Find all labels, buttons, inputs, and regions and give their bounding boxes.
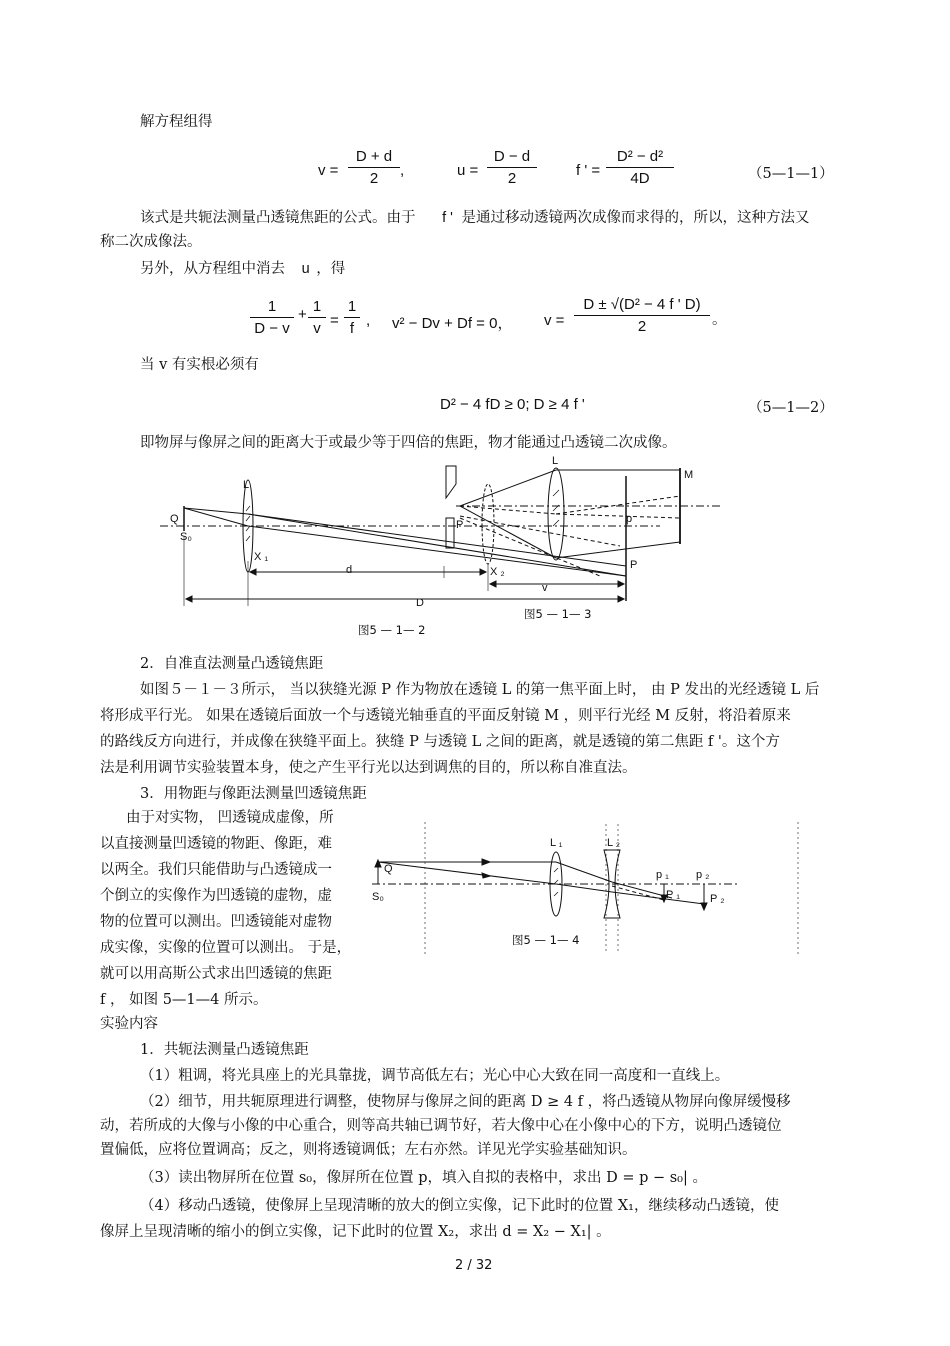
label-d: d (346, 564, 353, 576)
section-2-line-3: 的路线反方向进行，并成像在狭缝平面上。狭缝 P 与透镜 L 之间的距离，就是透镜的第二焦距 f '。这个方 (100, 734, 780, 750)
comma-1: , (366, 312, 371, 329)
label-Q-fig4: Q (384, 863, 393, 875)
u-denominator: 2 (507, 170, 517, 187)
ray-4 (248, 526, 626, 576)
label-P-bottom: P (630, 559, 638, 571)
ray-3 (248, 514, 626, 576)
frac-1-numerator: 1 (250, 298, 294, 318)
section-2-line-4: 法是利用调节实验装置本身，使之产生平行光以达到调焦的目的，所以称自准直法。 (100, 760, 637, 776)
section-3-title: 3．用物距与像距法测量凹透镜焦距 (140, 786, 367, 802)
label-p1: p ₁ (656, 869, 669, 881)
caption-fig-5-1-4: 图5 — 1— 4 (512, 933, 580, 947)
f-numerator: D² − d² (606, 148, 674, 168)
section-3-line-4: 个倒立的实像作为凹透镜的虚物，虚 (100, 888, 332, 904)
label-P-mid: P (456, 519, 464, 531)
paragraph-1-cont: 称二次成像法。 (100, 234, 202, 250)
para2-u: u (301, 261, 310, 277)
step-4-line-2: 像屏上呈现清晰的缩小的倒立实像，记下此时的位置 X₂，求出 d = X₂ − X₁| 。 (100, 1224, 611, 1240)
parallel-ray-bottom (556, 542, 680, 558)
step-2-line-1: （2）细节，用共轭原理进行调整，使物屏与像屏之间的距离 D ≥ 4 f ，将凸透镜从物屏向像屏缓慢移 (140, 1094, 791, 1110)
f-denominator: 4D (630, 170, 650, 187)
label-L1: L ₁ (550, 837, 563, 849)
figure-5-1-4 (370, 820, 800, 955)
equation-number-2: （5—1—2） (748, 400, 834, 416)
label-P2: P ₂ (710, 893, 725, 905)
step-2-line-2: 动，若所成的大像与小像的中心重合，则等高共轴已调节好，若大像中心在小像中心的下方，说明凸透镜位 (100, 1118, 782, 1134)
experiment-title: 实验内容 (100, 1016, 158, 1032)
paragraph-4: 即物屏与像屏之间的距离大于或最少等于四倍的焦距，物才能通过凸透镜二次成像。 (140, 435, 677, 451)
paragraph-3: 当 v 有实根必须有 (140, 357, 259, 373)
label-M: M (684, 469, 694, 481)
u-lhs: u = (457, 162, 479, 179)
step-1: （1）粗调，将光具座上的光具靠拢，调节高低左右；光心中心大致在同一高度和一直线上。 (140, 1068, 730, 1084)
slit-bottom (446, 518, 454, 548)
equation-number: （5—1—1） (748, 166, 834, 182)
frac-3-numerator: 1 (344, 298, 360, 318)
label-S0-fig4: S₀ (372, 891, 384, 903)
label-L-fig3: L (552, 456, 559, 467)
section-3-line-2: 以直接测量凹透镜的物距、像距，难 (100, 836, 332, 852)
equals-sign: = (330, 312, 339, 329)
root-fraction (574, 296, 710, 335)
frac-2-numerator: 1 (308, 298, 326, 318)
step-3: （3）读出物屏所在位置 s₀，像屏所在位置 p，填入自拟的表格中，求出 D = p − s₀| 。 (140, 1170, 707, 1186)
section-3-line-7: 就可以用高斯公式求出凹透镜的焦距 (100, 966, 332, 982)
label-L: L (243, 479, 250, 491)
label-X1: X ₁ (254, 551, 269, 563)
v-denominator: 2 (369, 170, 379, 187)
label-D: D (416, 597, 424, 609)
para1-text-b: 是通过移动透镜两次成像而求得的，所以，这种方法又 (461, 210, 810, 226)
quadratic-equation: v² − Dv + Df = 0， (392, 315, 513, 332)
para1-fprime: f ' (442, 210, 453, 226)
root-numerator: D ± √(D² − 4 f ' D) (574, 296, 710, 316)
ray-5 (248, 514, 626, 566)
plus-sign: + (298, 306, 307, 323)
section-3-line-6: 成实像，实像的位置可以测出。 于是， (100, 940, 352, 956)
section-3-line-3: 以两全。我们只能借助与凸透镜成一 (100, 862, 332, 878)
label-Q: Q (170, 513, 179, 525)
label-S0: S₀ (180, 531, 192, 543)
solve-label: 解方程组得 (140, 114, 213, 130)
frac-1-over-v (308, 298, 326, 337)
label-P1: P ₁ (666, 889, 680, 901)
slit-top (446, 466, 456, 498)
v-numerator: D + d (348, 148, 400, 168)
root-denominator: 2 (637, 318, 647, 335)
v-lhs-2: v = (544, 312, 565, 329)
section-3-line-8: f ， 如图 5—1—4 所示。 (100, 992, 268, 1008)
para1-text-a: 该式是共轭法测量凸透镜焦距的公式。由于 (140, 210, 416, 226)
figure-5-1-2-and-5-1-3 (160, 456, 740, 636)
section-2-title: 2．自准直法测量凸透镜焦距 (140, 656, 324, 672)
frac-1-over-D-v (250, 298, 294, 337)
v-fraction (348, 148, 400, 187)
u-numerator: D − d (487, 148, 537, 168)
para2-text-b: ，得 (316, 261, 346, 277)
paragraph-2 (140, 259, 345, 279)
caption-fig-5-1-2: 图5 — 1— 2 (358, 623, 426, 636)
step-2-line-3: 置偏低，应将位置调高；反之，则将透镜调低；左右亦然。详见光学实验基础知识。 (100, 1142, 637, 1158)
frac-2-denominator: v (313, 320, 321, 337)
equation-5-1-2: D² − 4 fD ≥ 0; D ≥ 4 f ' (440, 396, 585, 413)
fig3-ray-up (460, 470, 556, 506)
paragraph-1 (140, 208, 810, 228)
label-X2: X ₂ (490, 566, 505, 578)
caption-fig-5-1-3: 图5 — 1— 3 (524, 607, 592, 621)
frac-1-denominator: D − v (254, 320, 290, 337)
period: 。 (712, 312, 727, 328)
frac-3-denominator: f (349, 320, 355, 337)
v-lhs: v = (318, 162, 339, 179)
label-v: v (542, 582, 548, 594)
section-3-line-1: 由于对实物， 凹透镜成虚像，所 (126, 810, 334, 826)
frac-1-over-f (344, 298, 360, 337)
section-2-line-2: 将形成平行光。 如果在透镜后面放一个与透镜光轴垂直的平面反射镜 M ，则平行光经 M 反射，将沿着原来 (100, 708, 791, 724)
experiment-1-title: 1．共轭法测量凸透镜焦距 (140, 1042, 309, 1058)
f-lhs: f ' = (576, 162, 601, 179)
u-fraction (487, 148, 537, 187)
page-number: 2 / 32 (455, 1258, 493, 1273)
label-L2: L ₂ (607, 837, 621, 849)
f-fraction (606, 148, 674, 187)
label-p2: p ₂ (696, 869, 710, 881)
section-2-line-1: 如图５－１－３所示， 当以狭缝光源 P 作为物放在透镜 L 的第一焦平面上时， 由 P 发出的光经透镜 L 后 (140, 682, 820, 698)
comma: , (400, 162, 405, 179)
ray-fig4-2 (378, 862, 556, 884)
label-p: p (626, 513, 633, 525)
para2-text-a: 另外，从方程组中消去 (140, 261, 285, 277)
section-3-line-5: 物的位置可以测出。凹透镜能对虚物 (100, 914, 332, 930)
step-4-line-1: （4）移动凸透镜，使像屏上呈现清晰的放大的倒立实像，记下此时的位置 X₁，继续移动凸透镜，使 (140, 1198, 779, 1214)
